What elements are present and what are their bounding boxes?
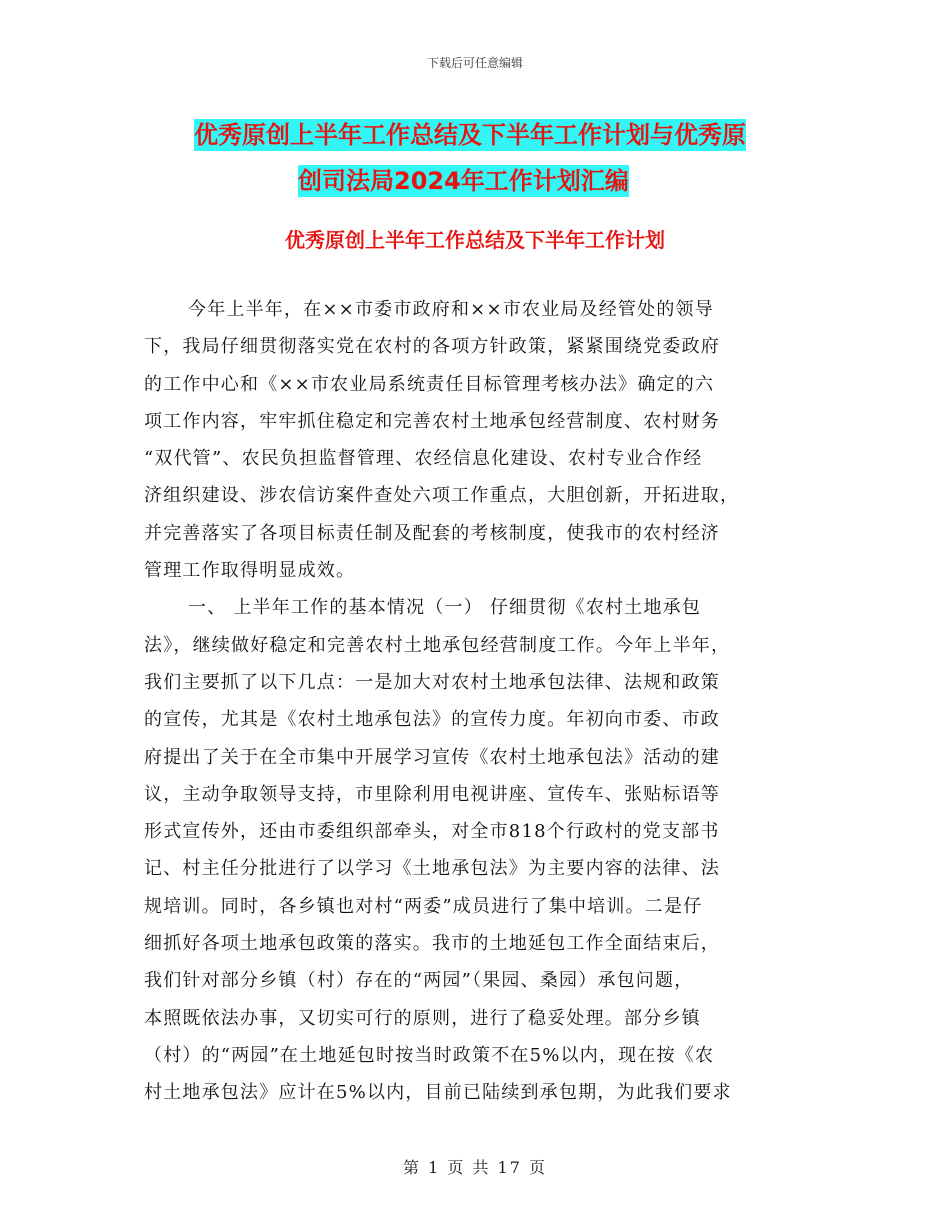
paragraph-line: 细抓好各项土地承包政策的落实。我市的土地延包工作全面结束后，: [144, 933, 720, 955]
paragraph-line: 本照既依法办事，又切实可行的原则，进行了稳妥处理。部分乡镇: [144, 1007, 701, 1029]
paragraph-line: 下，我局仔细贯彻落实党在农村的各项方针政策，紧紧围绕党委政府: [144, 336, 720, 358]
paragraph-line: 并完善落实了各项目标责任制及配套的考核制度，使我市的农村经济: [144, 522, 720, 544]
paragraph-line: 今年上半年，在××市委市政府和××市农业局及经管处的领导: [188, 299, 714, 320]
paragraph-line: 议，主动争取领导支持，市里除利用电视讲座、宣传车、张贴标语等: [144, 783, 720, 805]
paragraph-line: 我们主要抓了以下几点：一是加大对农村土地承包法律、法规和政策: [144, 671, 720, 693]
paragraph-line: 府提出了关于在全市集中开展学习宣传《农村土地承包法》活动的建: [144, 746, 720, 768]
paragraph-line: 记、村主任分批进行了以学习《土地承包法》为主要内容的法律、法: [144, 858, 720, 880]
paragraph-line: 形式宣传外，还由市委组织部牵头，对全市818个行政村的党支部书: [144, 821, 720, 843]
paragraph-line: 济组织建设、涉农信访案件查处六项工作重点，大胆创新，开拓进取，: [144, 485, 740, 507]
title-line-2: [298, 158, 830, 204]
paragraph-line: 的工作中心和《××市农业局系统责任目标管理考核办法》确定的六: [144, 373, 715, 395]
header-note: 下载后可任意编辑: [426, 56, 523, 70]
paragraph-line: 我们针对部分乡镇（村）存在的“两园”（果园、桑园）承包问题，: [144, 970, 694, 992]
body-text: [144, 291, 804, 1112]
document-title: [150, 112, 830, 204]
title-line-1-text: 优秀原创上半年工作总结及下半年工作计划与优秀原: [194, 121, 746, 149]
paragraph-line: 管理工作取得明显成效。: [144, 560, 356, 582]
title-line-1: [194, 112, 830, 158]
paragraph-line: 法》，继续做好稳定和完善农村土地承包经营制度工作。今年上半年，: [144, 634, 731, 656]
section-title: 优秀原创上半年工作总结及下半年工作计划: [285, 228, 665, 252]
title-line-2-text: 创司法局2024年工作计划汇编: [298, 167, 629, 195]
paragraph-line: 村土地承包法》应计在5%以内，目前已陆续到承包期，为此我们要求: [144, 1082, 732, 1104]
paragraph-line: （村）的“两园”在土地延包时按当时政策不在5%以内，现在按《农: [144, 1044, 715, 1066]
paragraph-line: 的宣传，尤其是《农村土地承包法》的宣传力度。年初向市委、市政: [144, 709, 720, 731]
paragraph-line: “双代管”、农民负担监督管理、农经信息化建设、农村专业合作经: [144, 448, 703, 470]
paragraph-line: 规培训。同时，各乡镇也对村“两委”成员进行了集中培训。二是仔: [144, 895, 703, 917]
page-footer: 第 1 页 共 17 页: [403, 1158, 547, 1177]
paragraph-line: 项工作内容，牢牢抓住稳定和完善农村土地承包经营制度、农村财务: [144, 410, 720, 432]
paragraph-line: 一、 上半年工作的基本情况（一） 仔细贯彻《农村土地承包: [188, 597, 702, 619]
